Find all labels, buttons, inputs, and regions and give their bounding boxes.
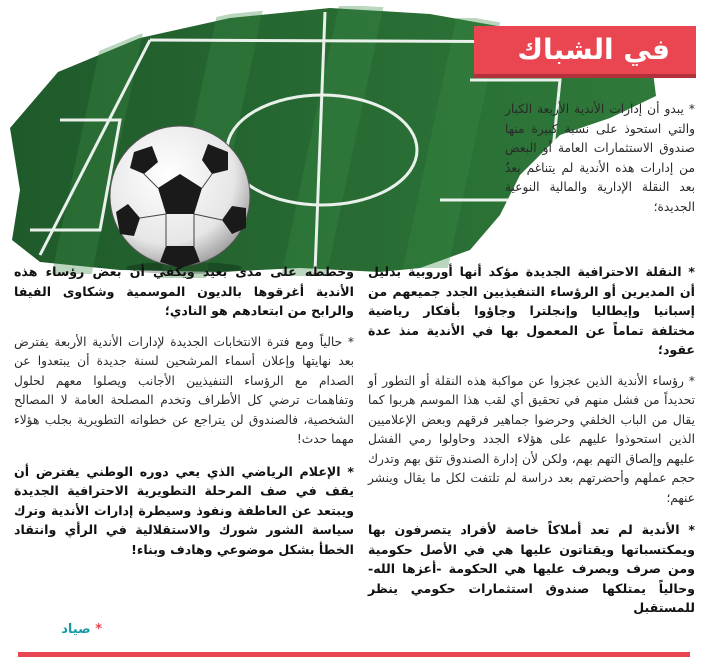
paragraph: * يبدو أن إدارات الأندية الأربعة الكبار والتي استحوذ على نسبة كبيرة منها صندوق الاستثمارات العامة أو البعض من إدارات هذه الأندية لم يتناغم بعدُ بعد النقلة الإدارية والمالية النوعية الجديدة؛ [505, 102, 695, 214]
soccer-ball-icon [104, 122, 256, 274]
title-underline [474, 74, 696, 78]
paragraph: * رؤساء الأندية الذين عجزوا عن مواكبة هذه النقلة أو التطور أو تحديداً من فشل منهم في تحقيق أي لقب هذا الموسم هربوا كما يقال من الباب الخلفي وحرضوا جماهير فرقهم وبعض الإعلاميين الذين استحوذوا عليهم على هؤلاء الجدد وحاولوا رمي الفشل عليهم وإلصاق التهم بهم، ولكن لأن إدارة الصندوق تثق بهم وتدرك حجم عملهم وأحضرتهم بعد دراسة لم تلتفت لكل ما يقال وينشر عنهم؛ [368, 373, 695, 505]
right-column [368, 262, 695, 630]
author-name: صياد [61, 622, 91, 637]
paragraph: * حالياً ومع فترة الانتخابات الجديدة لإدارات الأندية الأربعة يفترض بعد نهايتها وإعلان أسماء المرشحين لسنة جديدة أن يبتعدوا عن الصدام مع الرؤساء التنفيذيين الأجانب ويصلوا معهم لحلول وتفاهمات ترضي كل الأطراف وتخدم المصلحة العامة لا المصالح الشخصية، فالصندوق لن يتراجع عن خطواته التطويرية بجلب هؤلاء مهما حدث! [14, 334, 354, 446]
paragraph: * النقلة الاحترافية الجديدة مؤكد أنها أوروبية بدليل أن المديرين أو الرؤساء التنفيذيين الجدد جميعهم من إسبانيا وإيطاليا وإنجلترا وجاؤوا بأفكار رياضية مختلفة تماماً عن المعمول بها في الأندية منذ عدة عقود؛ [368, 264, 695, 357]
left-column [14, 262, 354, 571]
paragraph: * الأندية لم تعد أملاكاً خاصة لأفراد يتصرفون بها ويمكتسباتها ويقتاتون عليها هي في الأصل حكومية ومن صرف ويصرف عليها هي الحكومة -أعزها الله- وحالياً يمتلكها صندوق استثمارات حكومي ينظر للمستقبل [368, 522, 695, 615]
author-signature [22, 622, 102, 637]
page-title: في الشباك [474, 26, 696, 74]
asterisk: * [95, 622, 102, 637]
right-column-top [505, 100, 695, 229]
paragraph: * الإعلام الرياضي الذي يعي دوره الوطني يفترض أن يقف في صف المرحلة التطويرية الاحترافية الجديدة ويبتعد عن العاطفة ونفوذ وسيطرة إدارات الأندية وترك سياسة الشور شورك والاستقلالية في الرأي وانتقاد الخطأ بشكل موضوعي وهادف وبناء! [14, 463, 354, 557]
bottom-divider [18, 652, 690, 657]
paragraph: وخططه على مدى بعيد ويكفي أن بعض رؤساء هذه الأندية أغرقوها بالديون الموسمية وشكاوى الفيفا والرابح من ابتعادهم هو النادي؛ [14, 264, 354, 318]
